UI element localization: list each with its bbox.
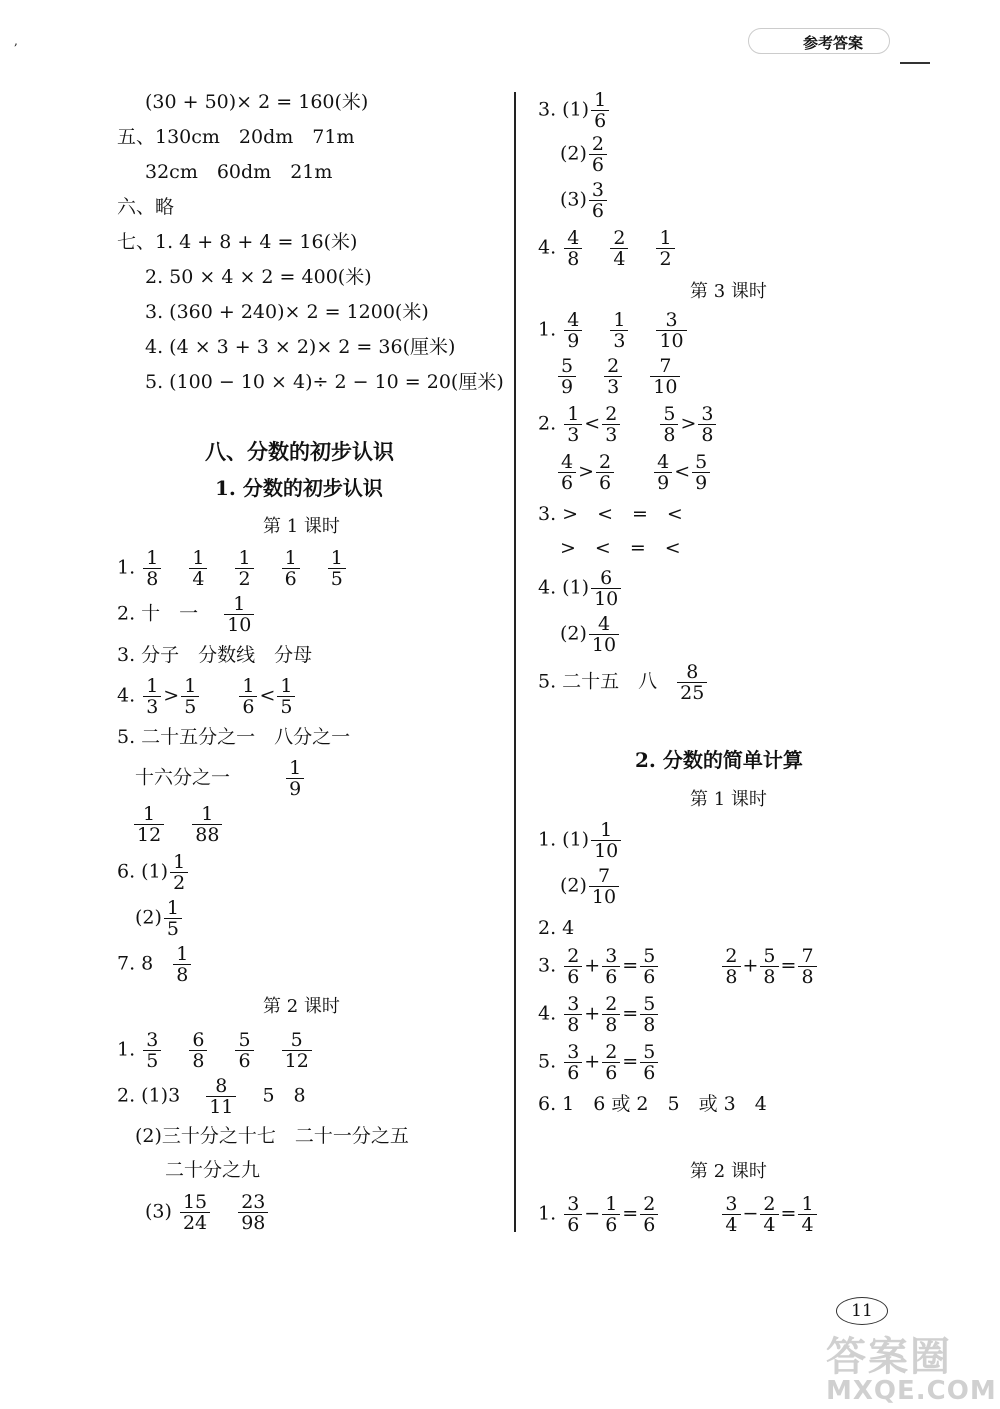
answer-row bbox=[560, 614, 621, 655]
fraction: $\frac{1}{5}$ bbox=[181, 676, 199, 717]
fraction: $\frac{3}{4}$ bbox=[722, 1194, 740, 1235]
fraction: $\frac{3}{8}$ bbox=[564, 994, 582, 1035]
fraction: $\frac{1}{2}$ bbox=[656, 228, 674, 269]
answer-line: > < = < bbox=[560, 537, 681, 559]
answer-row bbox=[538, 946, 819, 987]
fraction: $\frac{1}{10}$ bbox=[224, 594, 254, 635]
fraction: $\frac{3}{6}$ bbox=[602, 946, 620, 987]
operator: = bbox=[780, 1202, 797, 1225]
answer-row bbox=[538, 404, 718, 445]
fraction: $\frac{3}{6}$ bbox=[564, 1194, 582, 1235]
question-number: 1. bbox=[117, 1038, 136, 1061]
fraction: $\frac{4}{9}$ bbox=[564, 310, 582, 351]
answer-line: 3. 分子 分数线 分母 bbox=[117, 644, 313, 666]
question-number: 1. bbox=[538, 318, 557, 341]
answer-row bbox=[556, 356, 682, 397]
answer-line: 4. (4 × 3 + 3 × 2)× 2 = 36(厘米) bbox=[145, 336, 456, 358]
fraction: $\frac{1}{5}$ bbox=[164, 898, 182, 939]
operator: = bbox=[780, 954, 797, 977]
fraction: $\frac{2}{4}$ bbox=[760, 1194, 778, 1235]
fraction: $\frac{1}{12}$ bbox=[134, 804, 164, 845]
fraction: $\frac{15}{24}$ bbox=[180, 1192, 210, 1233]
answer-line: 3. > < = < bbox=[538, 503, 683, 525]
answer-row bbox=[135, 758, 306, 799]
operator: = bbox=[622, 1050, 639, 1073]
comparison-sign: > bbox=[578, 460, 595, 483]
fraction: $\frac{8}{11}$ bbox=[206, 1076, 236, 1117]
fraction: $\frac{5}{6}$ bbox=[640, 946, 658, 987]
answer-line: 六、略 bbox=[117, 196, 175, 218]
fraction: $\frac{1}{6}$ bbox=[282, 548, 300, 589]
fraction: $\frac{7}{10}$ bbox=[589, 866, 619, 907]
answer-row bbox=[538, 1042, 660, 1083]
question-number: 4. bbox=[538, 236, 557, 259]
fraction: $\frac{5}{6}$ bbox=[640, 1042, 658, 1083]
question-number: 3. (1) bbox=[538, 98, 590, 121]
question-number: 2. bbox=[538, 412, 557, 435]
fraction: $\frac{2}{6}$ bbox=[640, 1194, 658, 1235]
question-text: 2. (1)3 bbox=[117, 1084, 181, 1107]
answer-row bbox=[538, 228, 677, 269]
question-text: 5. 二十五 八 bbox=[538, 670, 658, 693]
answer-line: 七、1. 4 + 8 + 4 = 16(米) bbox=[117, 231, 358, 253]
question-number: (2) bbox=[560, 874, 587, 897]
section-title: 2. 分数的简单计算 bbox=[635, 748, 803, 772]
question-number: 1. bbox=[117, 556, 136, 579]
operator: − bbox=[584, 1202, 601, 1225]
fraction: $\frac{1}{6}$ bbox=[239, 676, 257, 717]
fraction: $\frac{2}{8}$ bbox=[602, 994, 620, 1035]
operator: + bbox=[584, 1002, 601, 1025]
operator: + bbox=[584, 954, 601, 977]
answer-row bbox=[538, 90, 611, 131]
answer-row bbox=[560, 866, 621, 907]
question-text: 7. 8 bbox=[117, 952, 154, 975]
page-number: 11 bbox=[836, 1297, 888, 1325]
fraction: $\frac{1}{4}$ bbox=[189, 548, 207, 589]
answer-text: 十六分之一 bbox=[135, 766, 231, 789]
fraction: $\frac{2}{4}$ bbox=[610, 228, 628, 269]
answer-line: 6. 1 6 或 2 5 或 3 4 bbox=[538, 1093, 767, 1115]
answer-row bbox=[117, 1076, 306, 1117]
fraction: $\frac{4}{6}$ bbox=[558, 452, 576, 493]
fraction: $\frac{4}{10}$ bbox=[589, 614, 619, 655]
watermark bbox=[826, 1325, 997, 1406]
operator: = bbox=[622, 954, 639, 977]
answer-row bbox=[538, 310, 689, 351]
answer-row bbox=[117, 548, 348, 589]
fraction: $\frac{1}{3}$ bbox=[564, 404, 582, 445]
comparison-sign: > bbox=[680, 412, 697, 435]
fraction: $\frac{2}{6}$ bbox=[564, 946, 582, 987]
fraction: $\frac{1}{10}$ bbox=[591, 820, 621, 861]
fraction: $\frac{7}{8}$ bbox=[798, 946, 816, 987]
lesson-title: 第 1 课时 bbox=[263, 516, 340, 537]
answer-line: 3. (360 + 240)× 2 = 1200(米) bbox=[145, 301, 429, 323]
fraction: $\frac{1}{9}$ bbox=[286, 758, 304, 799]
comparison-sign: < bbox=[584, 412, 601, 435]
fraction: $\frac{8}{25}$ bbox=[677, 662, 707, 703]
fraction: $\frac{3}{6}$ bbox=[564, 1042, 582, 1083]
question-number: (3) bbox=[145, 1200, 172, 1223]
answer-row bbox=[117, 1030, 314, 1071]
fraction: $\frac{1}{3}$ bbox=[143, 676, 161, 717]
fraction: $\frac{5}{8}$ bbox=[640, 994, 658, 1035]
answer-row bbox=[556, 452, 712, 493]
question-text: 2. 十 一 bbox=[117, 602, 199, 625]
answer-row bbox=[117, 594, 256, 635]
answer-line: 32cm 60dm 21m bbox=[145, 161, 333, 183]
answer-row bbox=[117, 944, 193, 985]
question-number: 6. (1) bbox=[117, 860, 169, 883]
fraction: $\frac{1}{3}$ bbox=[610, 310, 628, 351]
answer-line: (30 + 50)× 2 = 160(米) bbox=[145, 91, 369, 113]
fraction: $\frac{7}{10}$ bbox=[650, 356, 680, 397]
answer-row bbox=[117, 852, 190, 893]
lesson-title: 第 3 课时 bbox=[690, 281, 767, 302]
question-number: 1. bbox=[538, 1202, 557, 1225]
answer-line: 2. 4 bbox=[538, 917, 575, 939]
fraction: $\frac{1}{6}$ bbox=[602, 1194, 620, 1235]
lesson-title: 第 1 课时 bbox=[690, 789, 767, 810]
answer-line: 二十分之九 bbox=[165, 1159, 261, 1181]
answer-row bbox=[538, 662, 709, 703]
answer-row bbox=[560, 180, 609, 221]
question-number: 4. (1) bbox=[538, 576, 590, 599]
question-number: 4. bbox=[117, 684, 136, 707]
fraction: $\frac{1}{2}$ bbox=[170, 852, 188, 893]
question-number: 4. bbox=[538, 1002, 557, 1025]
section-title: 1. 分数的初步认识 bbox=[215, 476, 383, 500]
fraction: $\frac{4}{9}$ bbox=[654, 452, 672, 493]
fraction: $\frac{5}{8}$ bbox=[660, 404, 678, 445]
fraction: $\frac{4}{8}$ bbox=[564, 228, 582, 269]
answer-text: 5 8 bbox=[262, 1084, 306, 1107]
answer-line: 5. 二十五分之一 八分之一 bbox=[117, 726, 351, 748]
question-number: 3. bbox=[538, 954, 557, 977]
watermark-url: MXQE.COM bbox=[826, 1376, 997, 1406]
answer-row bbox=[145, 1192, 270, 1233]
question-number: (3) bbox=[560, 188, 587, 211]
fraction: $\frac{5}{9}$ bbox=[558, 356, 576, 397]
header-decoration-line bbox=[900, 62, 930, 64]
fraction: $\frac{2}{3}$ bbox=[604, 356, 622, 397]
fraction: $\frac{2}{6}$ bbox=[602, 1042, 620, 1083]
fraction: $\frac{1}{5}$ bbox=[277, 676, 295, 717]
fraction: $\frac{5}{6}$ bbox=[235, 1030, 253, 1071]
fraction: $\frac{3}{5}$ bbox=[143, 1030, 161, 1071]
question-number: 5. bbox=[538, 1050, 557, 1073]
fraction: $\frac{1}{6}$ bbox=[591, 90, 609, 131]
operator: − bbox=[742, 1202, 759, 1225]
fraction: $\frac{1}{8}$ bbox=[143, 548, 161, 589]
answer-row bbox=[135, 898, 184, 939]
answer-row bbox=[560, 134, 609, 175]
comparison-sign: < bbox=[259, 684, 276, 707]
answer-line: 5. (100 − 10 × 4)÷ 2 − 10 = 20(厘米) bbox=[145, 371, 504, 393]
fraction: $\frac{1}{8}$ bbox=[173, 944, 191, 985]
comparison-sign: > bbox=[163, 684, 180, 707]
corner-mark: , bbox=[14, 34, 18, 48]
answer-line: (2)三十分之十七 二十一分之五 bbox=[135, 1125, 409, 1147]
fraction: $\frac{1}{2}$ bbox=[235, 548, 253, 589]
fraction: $\frac{6}{8}$ bbox=[189, 1030, 207, 1071]
fraction: $\frac{2}{8}$ bbox=[722, 946, 740, 987]
answer-row bbox=[538, 820, 623, 861]
fraction: $\frac{3}{6}$ bbox=[589, 180, 607, 221]
operator: + bbox=[742, 954, 759, 977]
operator: = bbox=[622, 1202, 639, 1225]
answer-line: 五、130cm 20dm 71m bbox=[117, 126, 355, 148]
operator: = bbox=[622, 1002, 639, 1025]
fraction: $\frac{2}{6}$ bbox=[596, 452, 614, 493]
answer-row bbox=[538, 994, 660, 1035]
chapter-title: 八、分数的初步认识 bbox=[205, 439, 394, 464]
answer-row bbox=[117, 676, 297, 717]
fraction: $\frac{6}{10}$ bbox=[591, 568, 621, 609]
fraction: $\frac{2}{6}$ bbox=[589, 134, 607, 175]
fraction: $\frac{1}{88}$ bbox=[192, 804, 222, 845]
operator: + bbox=[584, 1050, 601, 1073]
answer-row bbox=[538, 568, 623, 609]
question-number: (2) bbox=[560, 622, 587, 645]
fraction: $\frac{5}{9}$ bbox=[692, 452, 710, 493]
answer-row bbox=[132, 804, 224, 845]
watermark-text: 答案圈 bbox=[826, 1334, 952, 1380]
fraction: $\frac{1}{5}$ bbox=[328, 548, 346, 589]
question-number: (2) bbox=[560, 142, 587, 165]
lesson-title: 第 2 课时 bbox=[690, 1161, 767, 1182]
question-number: 1. (1) bbox=[538, 828, 590, 851]
lesson-title: 第 2 课时 bbox=[263, 996, 340, 1017]
fraction: $\frac{1}{4}$ bbox=[798, 1194, 816, 1235]
fraction: $\frac{3}{8}$ bbox=[698, 404, 716, 445]
answer-row bbox=[538, 1194, 819, 1235]
fraction: $\frac{2}{3}$ bbox=[602, 404, 620, 445]
fraction: $\frac{23}{98}$ bbox=[238, 1192, 268, 1233]
fraction: $\frac{3}{10}$ bbox=[656, 310, 686, 351]
question-number: (2) bbox=[135, 906, 162, 929]
fraction: $\frac{5}{12}$ bbox=[282, 1030, 312, 1071]
comparison-sign: < bbox=[674, 460, 691, 483]
answer-line: 2. 50 × 4 × 2 = 400(米) bbox=[145, 266, 372, 288]
fraction: $\frac{5}{8}$ bbox=[760, 946, 778, 987]
column-divider bbox=[514, 92, 516, 1232]
header-title: 参考答案 bbox=[803, 34, 864, 52]
